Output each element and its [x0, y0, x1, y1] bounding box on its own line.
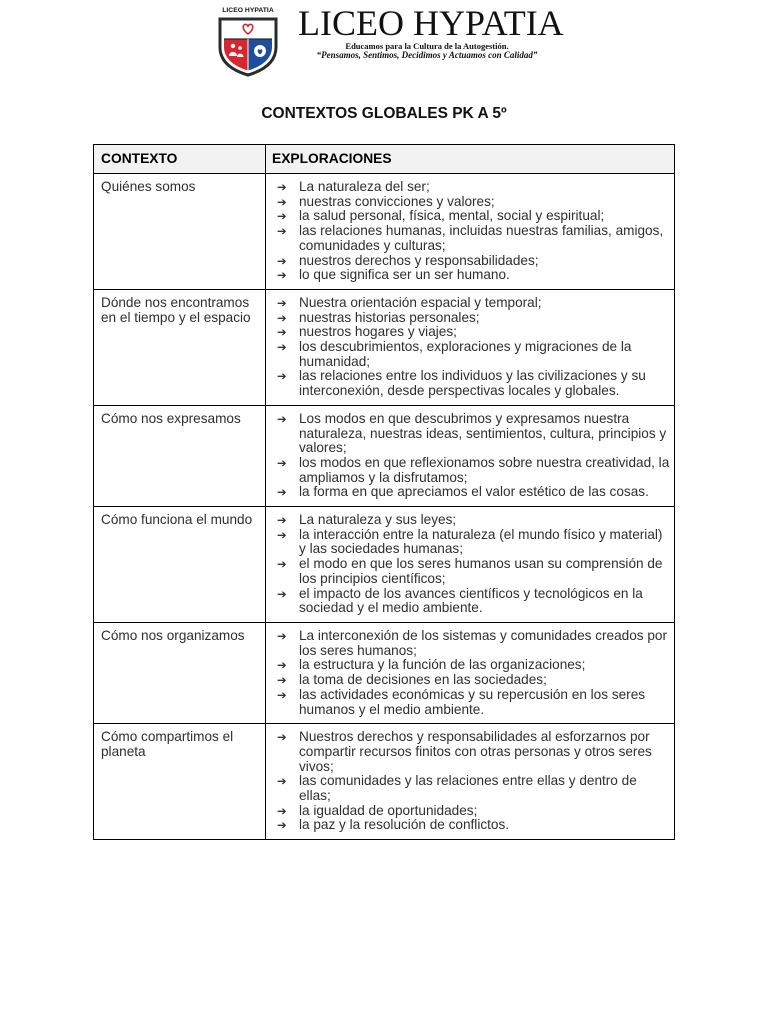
exploration-item: [273, 485, 667, 500]
document-title: CONTEXTOS GLOBALES PK A 5º: [261, 105, 507, 122]
exploration-text: los descubrimientos, exploraciones y migraciones de la humanidad;: [299, 339, 632, 369]
table-header-row: [94, 145, 675, 174]
explorations-cell: [266, 507, 675, 623]
explorations-cell: [266, 289, 675, 405]
arrow-right-icon: [277, 587, 291, 602]
context-row-como-compartimos-el-planeta: [94, 724, 675, 840]
exploration-item: [273, 658, 667, 673]
exploration-text: la forma en que apreciamos el valor estético de las cosas.: [299, 484, 649, 500]
arrow-right-icon: [277, 485, 291, 500]
exploration-item: [273, 325, 667, 340]
arrow-right-icon: [277, 340, 291, 355]
exploration-text: nuestros derechos y responsabilidades;: [299, 252, 539, 268]
school-motto: “Pensamos, Sentimos, Decidimos y Actuamos con Calidad”: [316, 50, 538, 60]
context-row-como-nos-expresamos: [94, 405, 675, 506]
arrow-right-icon: [277, 180, 291, 195]
arrow-right-icon: [277, 557, 291, 572]
exploration-text: nuestras historias personales;: [299, 309, 480, 325]
arrow-right-icon: [277, 195, 291, 210]
arrow-right-icon: [277, 730, 291, 745]
school-name: LICEO HYPATIA: [298, 3, 564, 43]
exploration-item: [273, 180, 667, 195]
exploration-item: [273, 528, 667, 557]
context-cell: [94, 622, 266, 723]
exploration-text: la estructura y la función de las organizaciones;: [299, 657, 586, 673]
context-row-como-nos-organizamos: [94, 622, 675, 723]
arrow-right-icon: [277, 688, 291, 703]
context-row-donde-nos-encontramos: [94, 289, 675, 405]
arrow-right-icon: [277, 412, 291, 427]
arrow-right-icon: [277, 818, 291, 833]
global-contexts-table: [93, 144, 675, 840]
arrow-right-icon: [277, 456, 291, 471]
exploration-text: el modo en que los seres humanos usan su comprensión de los principios científicos;: [299, 556, 663, 586]
exploration-item: [273, 629, 667, 658]
exploration-text: las relaciones humanas, incluidas nuestras familias, amigos, comunidades y culturas;: [299, 223, 664, 253]
exploration-text: nuestras convicciones y valores;: [299, 193, 495, 209]
exploration-text: La interconexión de los sistemas y comunidades creados por los seres humanos;: [299, 627, 667, 658]
exploration-text: Los modos en que descubrimos y expresamos nuestra naturaleza, nuestras ideas, sentimientos, cultura, principios y valores;: [299, 410, 667, 456]
shield-icon: [218, 17, 278, 77]
context-row-como-funciona-el-mundo: [94, 507, 675, 623]
exploration-text: la paz y la resolución de conflictos.: [299, 817, 510, 833]
context-name: Dónde nos encontramos en el tiempo y el espacio: [101, 294, 251, 325]
exploration-text: las relaciones entre los individuos y las civilizaciones y su interconexión, desde perspectivas locales y globales.: [299, 368, 646, 399]
exploration-item: [273, 311, 667, 326]
exploration-text: la interacción entre la naturaleza (el mundo físico y material) y las sociedades humanas;: [299, 526, 663, 557]
exploration-item: [273, 268, 667, 283]
exploration-item: [273, 818, 667, 833]
arrow-right-icon: [277, 254, 291, 269]
explorations-cell: [266, 622, 675, 723]
exploration-item: [273, 513, 667, 528]
arrow-right-icon: [277, 804, 291, 819]
school-logo: [216, 5, 280, 79]
exploration-text: La naturaleza y sus leyes;: [299, 512, 457, 528]
arrow-right-icon: [277, 658, 291, 673]
explorations-cell: [266, 405, 675, 506]
context-cell: [94, 174, 266, 290]
arrow-right-icon: [277, 513, 291, 528]
arrow-right-icon: [277, 528, 291, 543]
exploration-item: [273, 340, 667, 369]
context-row-quienes-somos: [94, 174, 675, 290]
exploration-item: [273, 224, 667, 253]
hand-heart-icon: [254, 45, 266, 57]
exploration-text: la toma de decisiones en las sociedades;: [299, 672, 547, 688]
school-tagline: Educamos para la Cultura de la Autogestión.: [345, 41, 509, 51]
exploration-text: lo que significa ser un ser humano.: [299, 267, 510, 283]
logo-caption: LICEO HYPATIA: [222, 7, 274, 14]
arrow-right-icon: [277, 296, 291, 311]
exploration-text: Nuestra orientación espacial y temporal;: [299, 294, 542, 310]
context-name: Cómo funciona el mundo: [101, 512, 253, 528]
exploration-item: [273, 587, 667, 616]
column-header-context: CONTEXTO: [94, 145, 266, 174]
column-header-explorations: EXPLORACIONES: [266, 145, 675, 174]
exploration-text: la igualdad de oportunidades;: [299, 802, 478, 818]
arrow-right-icon: [277, 325, 291, 340]
context-name: Cómo nos expresamos: [101, 410, 241, 426]
exploration-text: la salud personal, física, mental, social y espiritual;: [299, 208, 605, 224]
exploration-item: [273, 774, 667, 803]
exploration-item: [273, 369, 667, 398]
exploration-item: [273, 557, 667, 586]
exploration-item: [273, 688, 667, 717]
context-cell: [94, 724, 266, 840]
context-name: Cómo compartimos el planeta: [101, 729, 234, 759]
exploration-item: [273, 195, 667, 210]
exploration-text: Nuestros derechos y responsabilidades al esforzarnos por compartir recursos finitos con otras personas y otros seres vivos;: [299, 729, 652, 774]
exploration-item: [273, 254, 667, 269]
arrow-right-icon: [277, 774, 291, 789]
exploration-text: nuestros hogares y viajes;: [299, 324, 457, 340]
exploration-item: [273, 412, 667, 456]
exploration-item: [273, 296, 667, 311]
exploration-text: los modos en que reflexionamos sobre nuestra creatividad, la ampliamos y la disfrutamos;: [299, 454, 670, 485]
arrow-right-icon: [277, 369, 291, 384]
exploration-text: las actividades económicas y su repercusión en los seres humanos y el medio ambiente.: [299, 686, 646, 717]
arrow-right-icon: [277, 209, 291, 224]
arrow-right-icon: [277, 268, 291, 283]
context-cell: [94, 507, 266, 623]
arrow-right-icon: [277, 311, 291, 326]
exploration-text: las comunidades y las relaciones entre ellas y dentro de ellas;: [299, 773, 637, 804]
exploration-text: el impacto de los avances científicos y tecnológicos en la sociedad y el medio ambiente.: [299, 585, 643, 616]
exploration-item: [273, 454, 670, 485]
explorations-cell: [266, 174, 675, 290]
exploration-text: La naturaleza del ser;: [299, 179, 430, 194]
context-name: Cómo nos organizamos: [101, 627, 245, 643]
arrow-right-icon: [277, 673, 291, 688]
exploration-item: [273, 730, 667, 774]
exploration-item: [273, 804, 667, 819]
exploration-item: [273, 209, 667, 224]
explorations-cell: [266, 724, 675, 840]
context-cell: [94, 289, 266, 405]
arrow-right-icon: [277, 629, 291, 644]
context-name: Quiénes somos: [101, 179, 196, 194]
exploration-item: [273, 673, 667, 688]
context-cell: [94, 405, 266, 506]
arrow-right-icon: [277, 224, 291, 239]
